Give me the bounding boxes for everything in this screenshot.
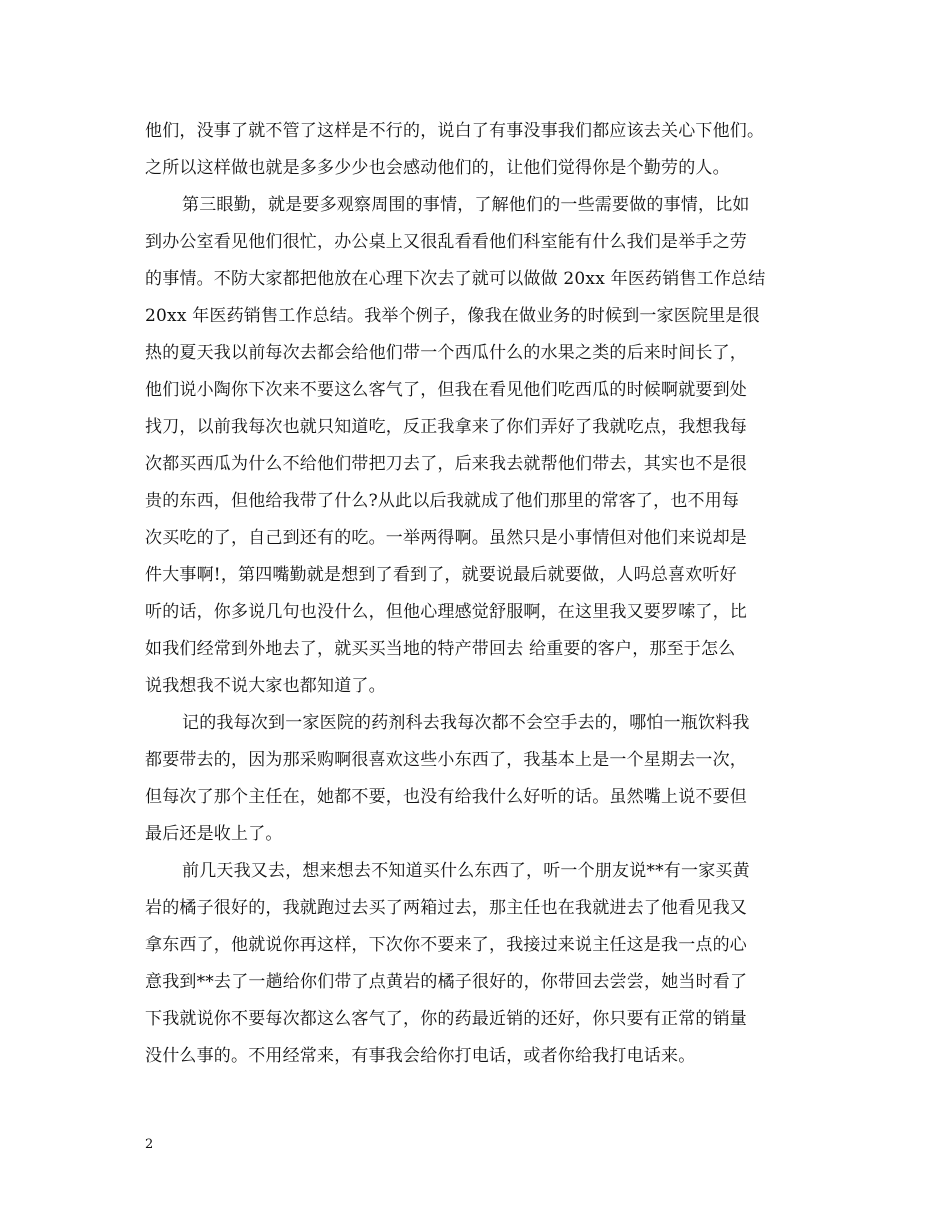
page-number: 2 xyxy=(145,1137,154,1152)
text-line: 到办公室看见他们很忙，办公桌上又很乱看看他们科室能有什么我们是举手之劳 xyxy=(145,232,747,252)
text-line: 记的我每次到一家医院的药剂科去我每次都不会空手去的，哪怕一瓶饮料我 xyxy=(182,713,750,733)
text-line: 找刀，以前我每次也就只知道吃，反正我拿来了你们弄好了我就吃点，我想我每 xyxy=(145,417,747,437)
text-line: 次都买西瓜为什么不给他们带把刀去了，后来我去就帮他们带去，其实也不是很 xyxy=(145,454,747,474)
text-line: 的事情。不防大家都把他放在心理下次去了就可以做做 20xx 年医药销售工作总结 xyxy=(145,269,766,289)
text-line: 没什么事的。不用经常来，有事我会给你打电话，或者你给我打电话来。 xyxy=(145,1046,696,1066)
text-line: 热的夏天我以前每次去都会给他们带一个西瓜什么的水果之类的后来时间长了， xyxy=(145,343,747,363)
text-line: 第三眼勤，就是要多观察周围的事情，了解他们的一些需要做的事情，比如 xyxy=(182,195,750,215)
text-line: 件大事啊!，第四嘴勤就是想到了看到了，就要说最后就要做，人吗总喜欢听好 xyxy=(145,565,737,585)
text-line: 贵的东西，但他给我带了什么?从此以后我就成了他们那里的常客了，也不用每 xyxy=(145,491,740,511)
text-line: 拿东西了，他就说你再这样，下次你不要来了，我接过来说主任这是我一点的心 xyxy=(145,935,747,955)
text-line: 他们说小陶你下次来不要这么客气了，但我在看见他们吃西瓜的时候啊就要到处 xyxy=(145,380,747,400)
text-line: 下我就说你不要每次都这么客气了，你的药最近销的还好，你只要有正常的销量 xyxy=(145,1009,747,1029)
text-line: 之所以这样做也就是多多少少也会感动他们的，让他们觉得你是个勤劳的人。 xyxy=(145,158,730,178)
text-line: 都要带去的，因为那采购啊很喜欢这些小东西了，我基本上是一个星期去一次， xyxy=(145,750,747,770)
text-line: 最后还是收上了。 xyxy=(145,824,283,844)
text-line: 岩的橘子很好的，我就跑过去买了两箱过去，那主任也在我就进去了他看见我又 xyxy=(145,898,747,918)
text-line: 次买吃的了，自己到还有的吃。一举两得啊。虽然只是小事情但对他们来说却是 xyxy=(145,528,747,548)
text-line: 意我到**去了一趟给你们带了点黄岩的橘子很好的，你带回去尝尝，她当时看了 xyxy=(145,972,748,992)
text-line: 20xx 年医药销售工作总结。我举个例子，像我在做业务的时候到一家医院里是很 xyxy=(145,306,760,326)
text-line: 但每次了那个主任在，她都不要，也没有给我什么好听的话。虽然嘴上说不要但 xyxy=(145,787,747,807)
text-line: 听的话，你多说几句也没什么，但他心理感觉舒服啊，在这里我又要罗嗦了，比 xyxy=(145,602,747,622)
text-line: 他们，没事了就不管了这样是不行的，说白了有事没事我们都应该去关心下他们。 xyxy=(145,121,765,141)
text-line: 如我们经常到外地去了，就买买当地的特产带回去 给重要的客户，那至于怎么 xyxy=(145,639,736,659)
text-line: 说我想我不说大家也都知道了。 xyxy=(145,676,386,696)
text-line: 前几天我又去，想来想去不知道买什么东西了，听一个朋友说**有一家买黄 xyxy=(182,861,750,881)
